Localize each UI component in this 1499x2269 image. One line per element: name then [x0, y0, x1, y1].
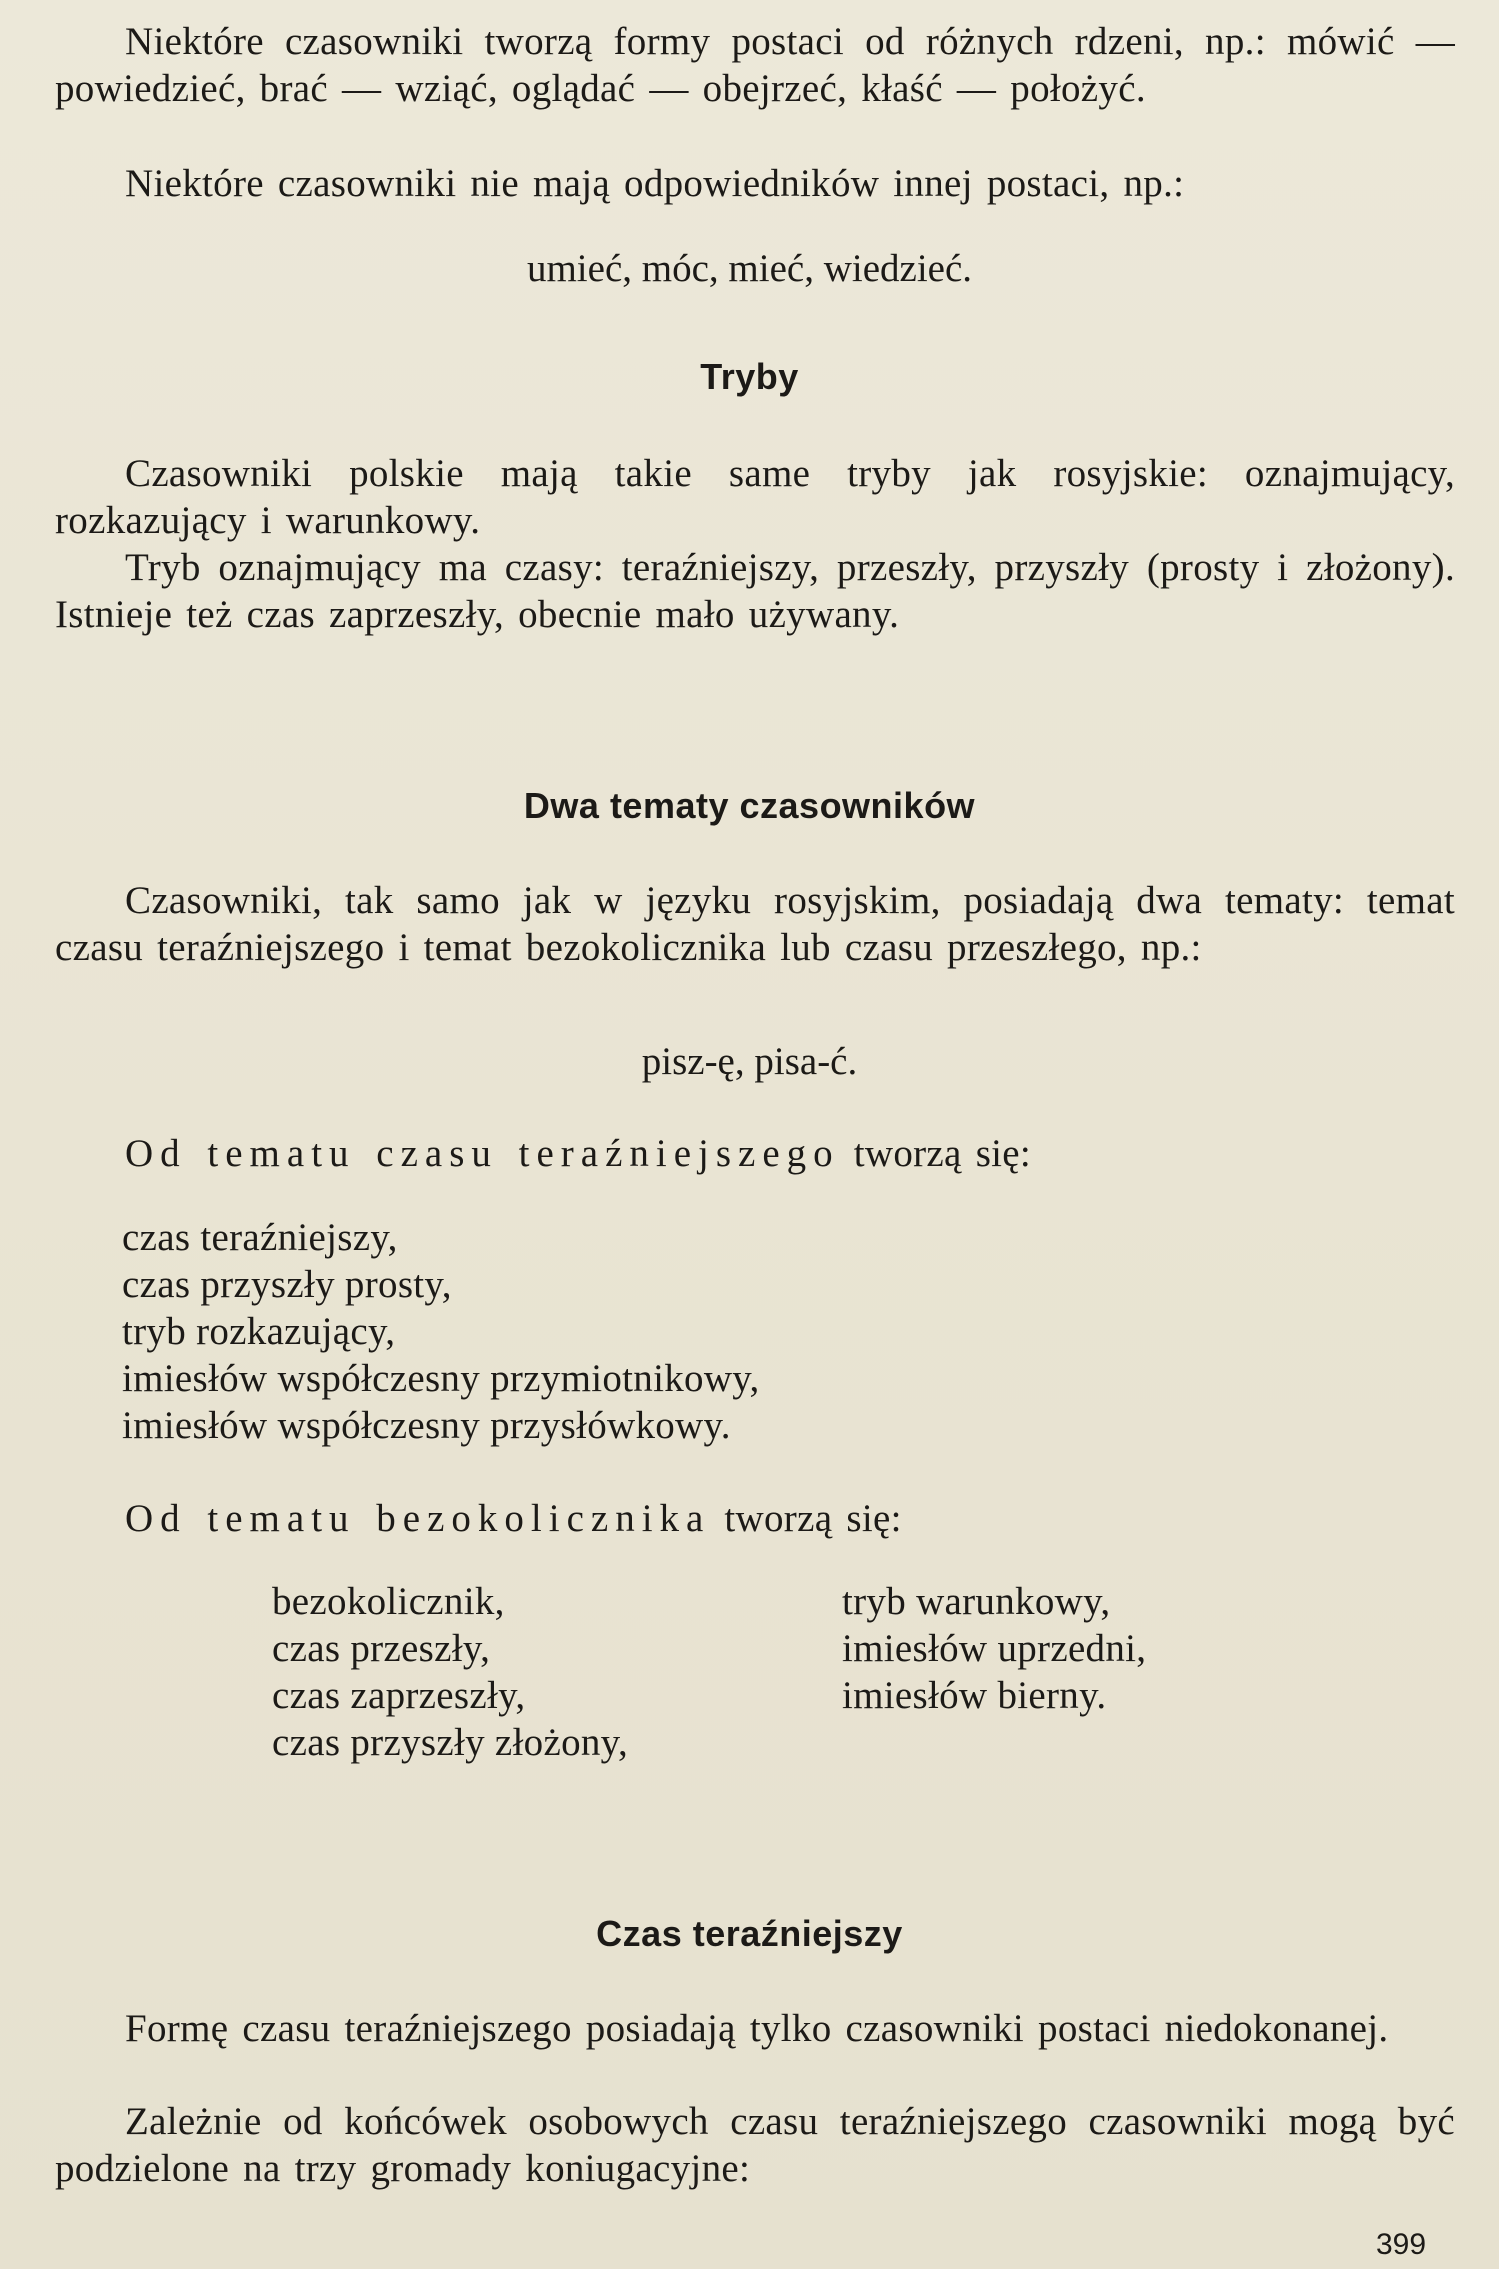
list-item: bezokolicznik, — [272, 1580, 505, 1623]
list-item: czas przyszły prosty, — [122, 1263, 452, 1306]
list-item: czas teraźniejszy, — [122, 1216, 398, 1259]
infinitive-stem-intro-emphasis: Od tematu bezokolicznika — [125, 1497, 711, 1540]
tematy-example: pisz-ę, pisa-ć. — [641, 1040, 858, 1083]
infinitive-stem-list-left — [272, 1578, 628, 1766]
infinitive-stem-intro-rest: tworzą się: — [710, 1497, 902, 1540]
intro-paragraph-2: Niektóre czasowniki nie mają odpowiedników innej postaci, np.: — [125, 162, 1185, 205]
infinitive-stem-intro — [55, 1495, 1455, 1542]
tematy-paragraph-1: Czasowniki, tak samo jak w języku rosyjskim, posiadają dwa tematy: temat czasu teraźniejszego i temat bezokolicznika lub czasu przeszłego, np.: — [55, 879, 1455, 969]
list-item: imiesłów bierny. — [842, 1674, 1107, 1717]
heading-czas-terazniejszy: Czas teraźniejszy — [596, 1913, 903, 1954]
heading-tryby: Tryby — [700, 356, 799, 397]
tryby-paragraph-1: Czasowniki polskie mają takie same tryby jak rosyjskie: oznajmujący, rozkazujący i warunkowy. — [55, 452, 1455, 542]
czas-paragraph-1: Formę czasu teraźniejszego posiadają tylko czasowniki postaci niedokonanej. — [125, 2007, 1389, 2050]
czas-paragraph-2: Zależnie od końcówek osobowych czasu teraźniejszego czasowniki mogą być podzielone na trzy gromady koniugacyjne: — [55, 2100, 1455, 2190]
list-item: imiesłów współczesny przymiotnikowy, — [122, 1357, 760, 1400]
heading-dwa-tematy: Dwa tematy czasowników — [523, 785, 976, 826]
intro-paragraph-1: Niektóre czasowniki tworzą formy postaci od różnych rdzeni, np.: mówić — powiedzieć, brać — wziąć, oglądać — obejrzeć, kłaść — położyć. — [55, 20, 1455, 110]
list-item: czas przeszły, — [272, 1627, 491, 1670]
list-item: imiesłów współczesny przysłówkowy. — [122, 1404, 731, 1447]
present-stem-intro-rest: tworzą się: — [839, 1132, 1032, 1175]
list-item: czas zaprzeszły, — [272, 1674, 526, 1717]
present-stem-intro-emphasis: Od tematu czasu teraźniejszego — [125, 1132, 840, 1175]
intro-example: umieć, móc, mieć, wiedzieć. — [526, 247, 973, 290]
infinitive-stem-list-right — [842, 1578, 1146, 1719]
present-stem-intro — [55, 1130, 1455, 1177]
list-item: tryb warunkowy, — [842, 1580, 1111, 1623]
list-item: czas przyszły złożony, — [272, 1721, 629, 1764]
list-item: tryb rozkazujący, — [122, 1310, 396, 1353]
list-item: imiesłów uprzedni, — [842, 1627, 1147, 1670]
page-number: 399 — [1376, 2228, 1427, 2261]
present-stem-list — [122, 1214, 760, 1449]
tryby-paragraph-2: Tryb oznajmujący ma czasy: teraźniejszy, przeszły, przyszły (prosty i złożony). Istnieje też czas zaprzeszły, obecnie mało używany. — [55, 546, 1455, 636]
